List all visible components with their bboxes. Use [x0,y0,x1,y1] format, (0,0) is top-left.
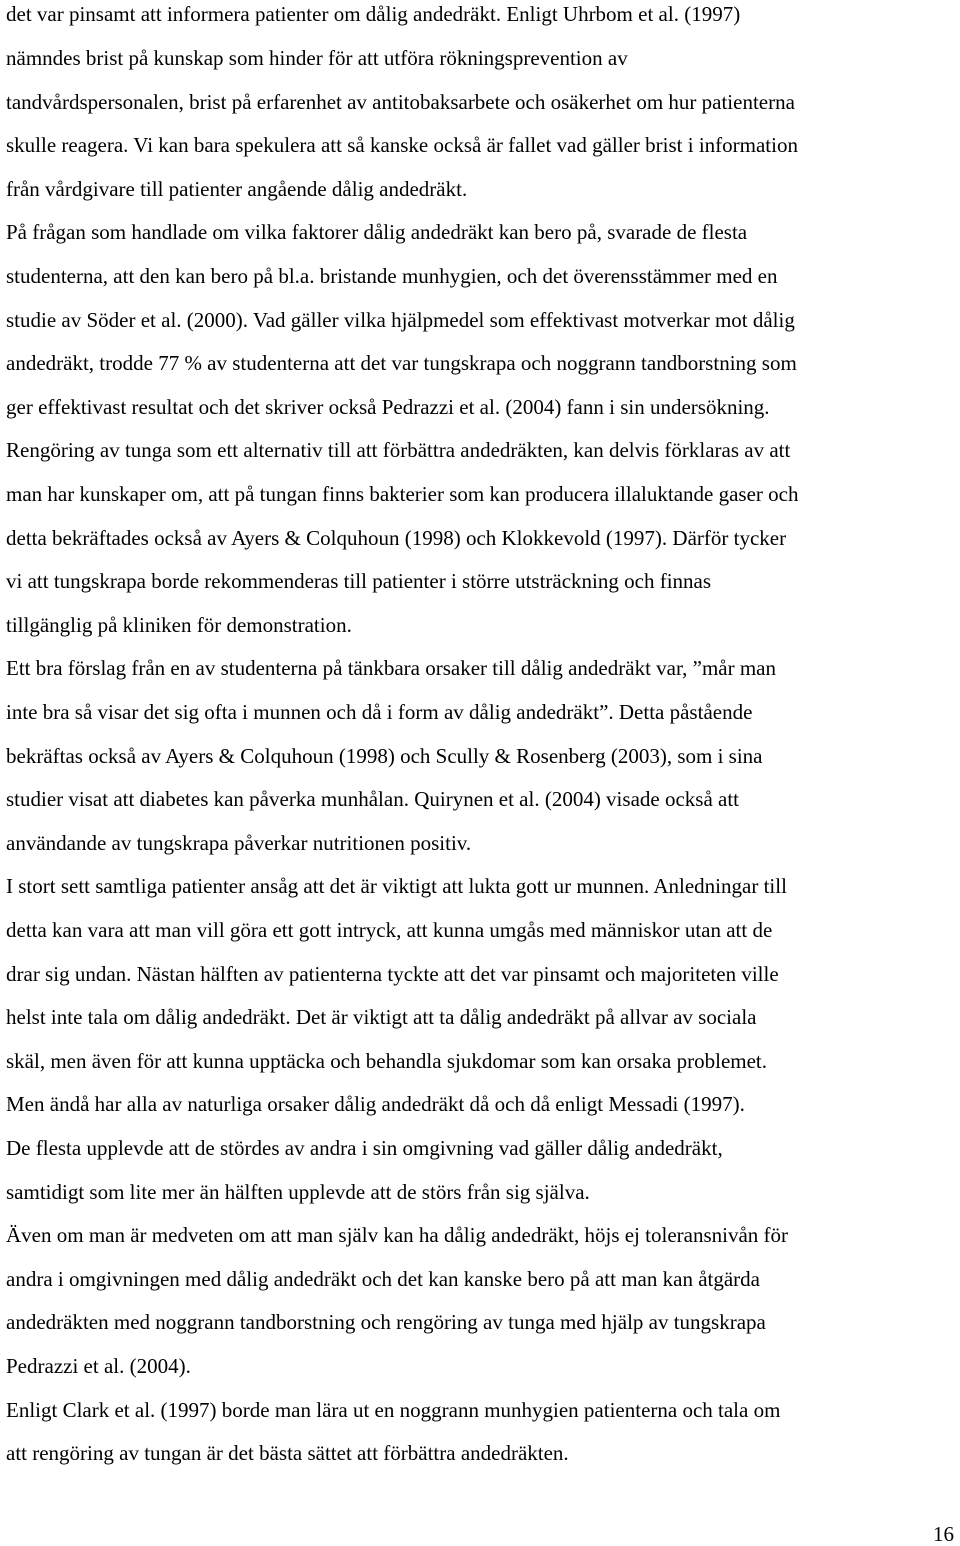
text-line: man har kunskaper om, att på tungan finns bakterier som kan producera illaluktande gaser och [6,482,799,506]
text-line: drar sig undan. Nästan hälften av patienterna tyckte att det var pinsamt och majoriteten ville [6,962,779,986]
text-line: Ett bra förslag från en av studenterna på tänkbara orsaker till dålig andedräkt var, ”mår man [6,656,776,680]
text-line: De flesta upplevde att de stördes av andra i sin omgivning vad gäller dålig andedräkt, [6,1136,723,1160]
text-line: detta bekräftades också av Ayers & Colquhoun (1998) och Klokkevold (1997). Därför tycker [6,526,787,550]
text-line: skulle reagera. Vi kan bara spekulera att så kanske också är fallet vad gäller brist i information [6,133,798,157]
text-line: användande av tungskrapa påverkar nutritionen positiv. [6,831,472,855]
text-line: ger effektivast resultat och det skriver också Pedrazzi et al. (2004) fann i sin undersökning. [6,395,770,419]
text-line: skäl, men även för att kunna upptäcka och behandla sjukdomar som kan orsaka problemet. [6,1049,768,1073]
text-line: Men ändå har alla av naturliga orsaker dålig andedräkt då och då enligt Messadi (1997). [6,1092,745,1116]
text-line: vi att tungskrapa borde rekommenderas till patienter i större utsträckning och finnas [6,569,712,593]
page-number: 16 [933,1522,954,1546]
text-line: helst inte tala om dålig andedräkt. Det är viktigt att ta dålig andedräkt på allvar av sociala [6,1005,757,1029]
text-line: Även om man är medveten om att man själv kan ha dålig andedräkt, höjs ej toleransnivån för [6,1223,789,1247]
text-line: inte bra så visar det sig ofta i munnen och då i form av dålig andedräkt”. Detta påstående [6,700,753,724]
text-line: andedräkten med noggrann tandborstning och rengöring av tunga med hjälp av tungskrapa [6,1310,766,1334]
text-line: Enligt Clark et al. (1997) borde man lära ut en noggrann munhygien patienterna och tala om [6,1398,781,1422]
text-line: Rengöring av tunga som ett alternativ till att förbättra andedräkten, kan delvis förklaras av att [6,438,791,462]
text-line: bekräftas också av Ayers & Colquhoun (1998) och Scully & Rosenberg (2003), som i sina [6,744,763,768]
text-line: studie av Söder et al. (2000). Vad gäller vilka hjälpmedel som effektivast motverkar mot dålig [6,308,795,332]
text-line: att rengöring av tungan är det bästa sättet att förbättra andedräkten. [6,1441,569,1465]
text-line: studenterna, att den kan bero på bl.a. bristande munhygien, och det överensstämmer med en [6,264,778,288]
text-line: nämndes brist på kunskap som hinder för att utföra rökningsprevention av [6,46,628,70]
text-line: tandvårdspersonalen, brist på erfarenhet av antitobaksarbete och osäkerhet om hur patienterna [6,90,795,114]
text-line: I stort sett samtliga patienter ansåg att det är viktigt att lukta gott ur munnen. Anledningar till [6,874,787,898]
text-line: andedräkt, trodde 77 % av studenterna att det var tungskrapa och noggrann tandborstning som [6,351,797,375]
text-line: tillgänglig på kliniken för demonstration. [6,613,352,637]
text-line: Pedrazzi et al. (2004). [6,1354,191,1378]
text-line: detta kan vara att man vill göra ett gott intryck, att kunna umgås med människor utan att de [6,918,773,942]
text-line: På frågan som handlade om vilka faktorer dålig andedräkt kan bero på, svarade de flesta [6,220,748,244]
text-line: andra i omgivningen med dålig andedräkt och det kan kanske bero på att man kan åtgärda [6,1267,760,1291]
text-line: samtidigt som lite mer än hälften upplevde att de störs från sig själva. [6,1180,590,1204]
text-line: det var pinsamt att informera patienter om dålig andedräkt. Enligt Uhrbom et al. (1997) [6,2,741,26]
text-line: studier visat att diabetes kan påverka munhålan. Quirynen et al. (2004) visade också att [6,787,740,811]
text-line: från vårdgivare till patienter angående dålig andedräkt. [6,177,468,201]
